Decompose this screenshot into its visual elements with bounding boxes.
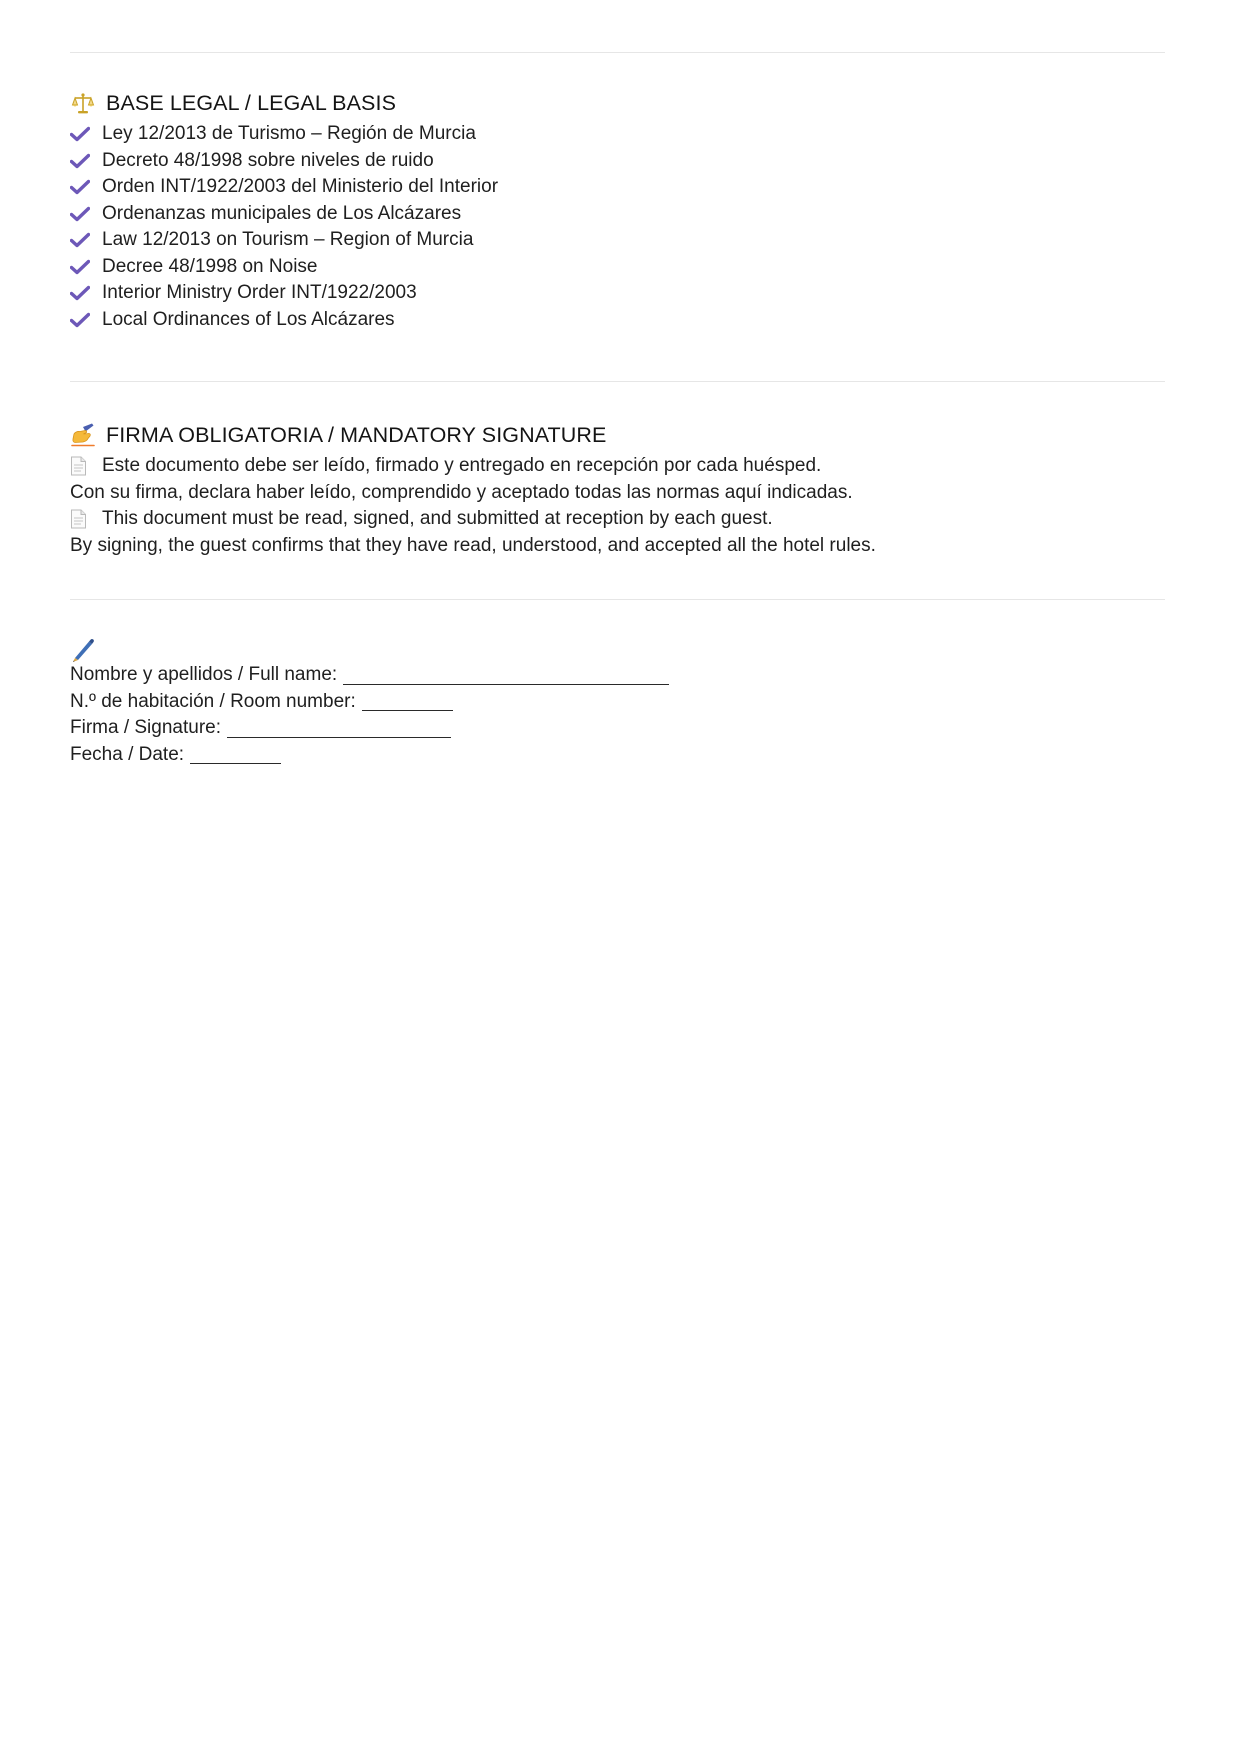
divider [70,52,1165,53]
full-name-label: Nombre y apellidos / Full name: [70,664,338,686]
check-mark-icon [70,203,94,225]
signature-field [70,715,669,742]
legal-basis-heading [70,88,396,118]
date-blank[interactable] [190,747,281,764]
check-mark-icon [70,150,94,172]
mandatory-signature-title: FIRMA OBLIGATORIA / MANDATORY SIGNATURE [106,422,607,447]
list-item [70,307,498,334]
legal-basis-title: BASE LEGAL / LEGAL BASIS [106,90,397,115]
notice-text: By signing, the guest confirms that they have read, understood, and accepted all the hotel rules. [70,534,876,556]
legal-basis-item: Ley 12/2013 de Turismo – Región de Murcia [102,123,476,145]
legal-basis-item: Local Ordinances of Los Alcázares [102,308,395,330]
list-item [70,148,498,175]
divider [70,381,1165,382]
notice-line [70,453,876,480]
legal-basis-item: Orden INT/1922/2003 del Ministerio del Interior [102,176,499,198]
notice-line [70,480,876,507]
balance-scale-icon [70,90,96,116]
check-mark-icon [70,282,94,304]
legal-basis-item: Decreto 48/1998 sobre niveles de ruido [102,149,434,171]
list-item [70,280,498,307]
page-icon [70,508,94,530]
list-item [70,227,498,254]
signature-form [70,662,669,768]
signature-label: Firma / Signature: [70,717,221,739]
legal-basis-list [70,121,498,333]
pen-icon [70,637,96,663]
writing-hand-icon [70,422,96,448]
check-mark-icon [70,256,94,278]
notice-text: This document must be read, signed, and submitted at reception by each guest. [102,508,773,530]
page-icon [70,455,94,477]
date-field [70,742,669,769]
divider [70,599,1165,600]
legal-basis-item: Law 12/2013 on Tourism – Region of Murcia [102,229,474,251]
legal-basis-item: Ordenanzas municipales de Los Alcázares [102,202,462,224]
date-label: Fecha / Date: [70,743,185,765]
check-mark-icon [70,123,94,145]
check-mark-icon [70,309,94,331]
room-number-label: N.º de habitación / Room number: [70,690,356,712]
notice-text: Con su firma, declara haber leído, comprendido y aceptado todas las normas aquí indicadas. [70,481,853,503]
signature-blank[interactable] [227,721,451,738]
check-mark-icon [70,229,94,251]
list-item [70,201,498,228]
full-name-field [70,662,669,689]
notice-text: Este documento debe ser leído, firmado y entregado en recepción por cada huésped. [102,455,822,477]
signature-notice [70,453,876,559]
list-item [70,254,498,281]
room-number-field [70,689,669,716]
check-mark-icon [70,176,94,198]
legal-basis-item: Interior Ministry Order INT/1922/2003 [102,282,417,304]
notice-line [70,533,876,560]
full-name-blank[interactable] [343,668,669,685]
room-number-blank[interactable] [362,694,453,711]
list-item [70,121,498,148]
notice-line [70,506,876,533]
legal-basis-item: Decree 48/1998 on Noise [102,255,318,277]
mandatory-signature-heading [70,420,607,450]
list-item [70,174,498,201]
